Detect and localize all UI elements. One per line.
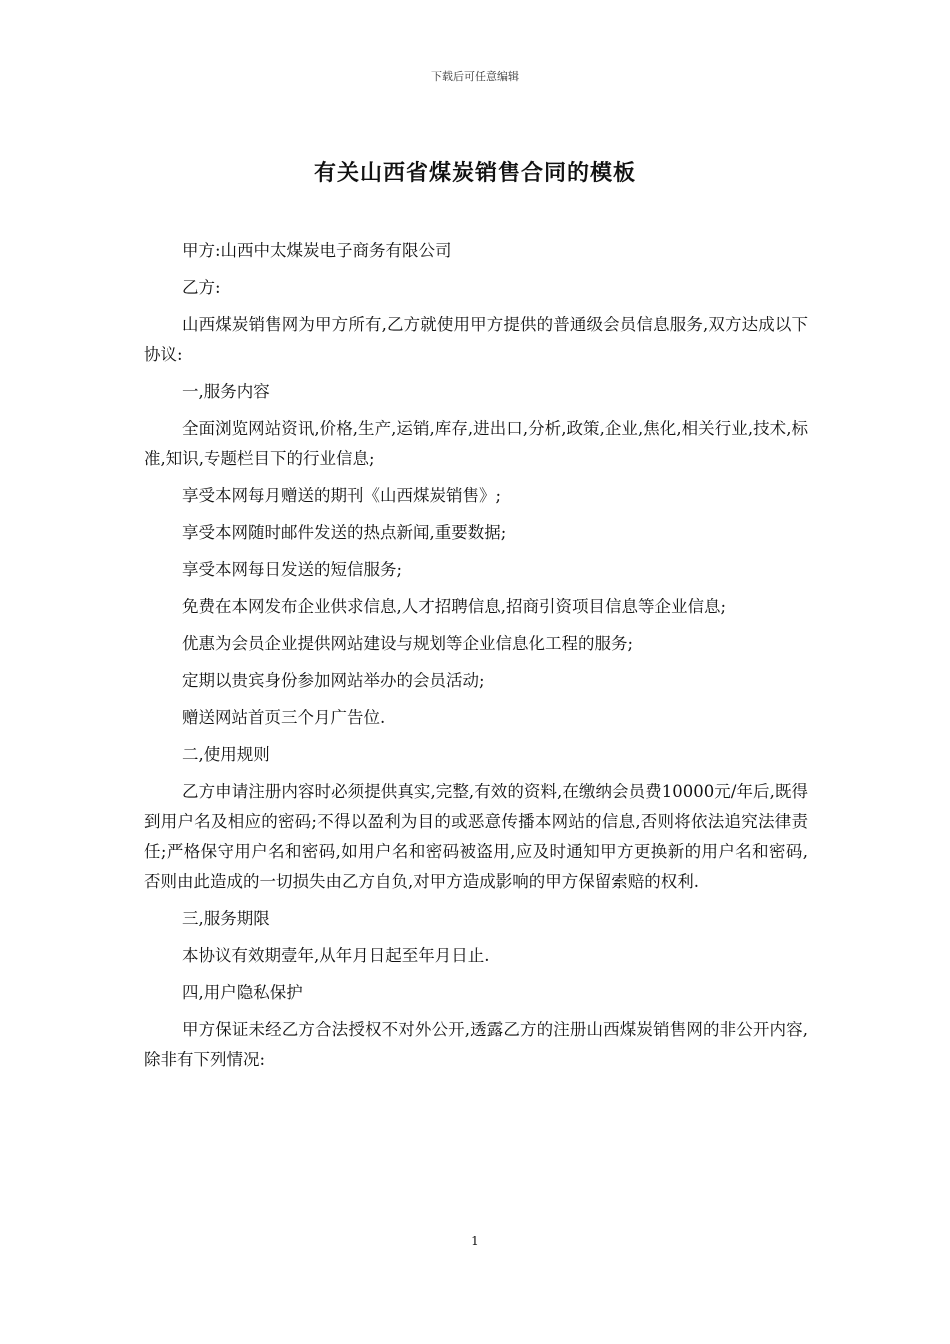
paragraph: 乙方申请注册内容时必须提供真实,完整,有效的资料,在缴纳会员费10000元/年后,既得到用户名及相应的密码;不得以盈利为目的或恶意传播本网站的信息,否则将依法追究法律责任;严格保守用户名和密码,如用户名和密码被盗用,应及时通知甲方更换新的用户名和密码,否则由此造成的一切损失由乙方自负,对甲方造成影响的甲方保留索赔的权利. <box>144 782 808 891</box>
paragraph: 享受本网每日发送的短信服务; <box>182 560 403 579</box>
document-title: 有关山西省煤炭销售合同的模板 <box>313 160 636 186</box>
party-a-line: 甲方:山西中太煤炭电子商务有限公司 <box>182 241 452 260</box>
document-body <box>144 236 808 1082</box>
header-note: 下载后可任意编辑 <box>431 70 519 83</box>
section-heading-2: 二,使用规则 <box>182 745 270 764</box>
section-heading-1: 一,服务内容 <box>182 382 270 401</box>
paragraph: 享受本网每月赠送的期刊《山西煤炭销售》; <box>182 486 502 505</box>
paragraph: 免费在本网发布企业供求信息,人才招聘信息,招商引资项目信息等企业信息; <box>182 597 727 616</box>
paragraph: 享受本网随时邮件发送的热点新闻,重要数据; <box>182 523 507 542</box>
page-number: 1 <box>471 1234 479 1248</box>
paragraph: 全面浏览网站资讯,价格,生产,运销,库存,进出口,分析,政策,企业,焦化,相关行业,技术,标准,知识,专题栏目下的行业信息; <box>144 419 808 468</box>
paragraph: 甲方保证未经乙方合法授权不对外公开,透露乙方的注册山西煤炭销售网的非公开内容,除非有下列情况: <box>144 1020 808 1069</box>
intro-paragraph: 山西煤炭销售网为甲方所有,乙方就使用甲方提供的普通级会员信息服务,双方达成以下协议: <box>144 315 808 364</box>
section-heading-3: 三,服务期限 <box>182 909 270 928</box>
paragraph: 定期以贵宾身份参加网站举办的会员活动; <box>182 671 485 690</box>
party-b-line: 乙方: <box>182 278 221 297</box>
section-heading-4: 四,用户隐私保护 <box>182 983 303 1002</box>
paragraph: 优惠为会员企业提供网站建设与规划等企业信息化工程的服务; <box>182 634 634 653</box>
paragraph: 赠送网站首页三个月广告位. <box>182 708 386 727</box>
paragraph: 本协议有效期壹年,从年月日起至年月日止. <box>182 946 490 965</box>
